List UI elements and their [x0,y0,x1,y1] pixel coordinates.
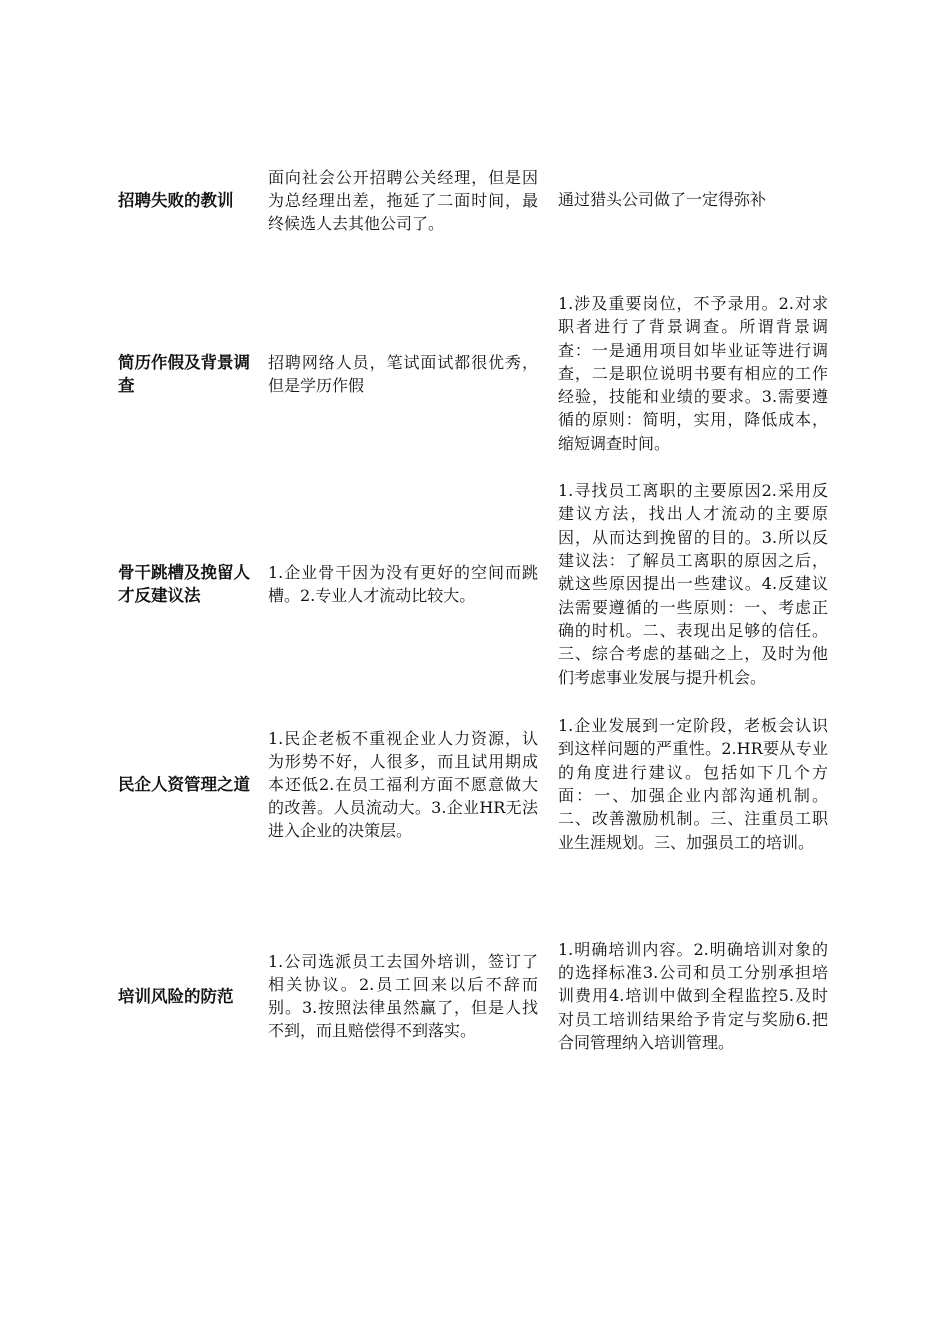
problem-cell [268,150,538,250]
solution-text: 1.寻找员工离职的主要原因2.采用反建议方法，找出人才流动的主要原因，从而达到挽留的目的。3.所以反建议法：了解员工离职的原因之后，就这些原因提出一些建议。4.反建议法需要遵循的一些原则：一、考虑正确的时机。二、表现出足够的信任。三、综合考虑的基础之上，及时为他们考虑事业发展与提升机会。 [558,481,828,687]
solution-cell [558,466,828,702]
problem-text: 招聘网络人员，笔试面试都很优秀，但是学历作假 [268,352,538,395]
row-title-cell [118,150,260,250]
solution-text: 1.企业发展到一定阶段，老板会认识到这样问题的严重性。2.HR要从专业的角度进行建议。包括如下几个方面：一、加强企业内部沟通机制。二、改善激励机制。三、注重员工职业生涯规划。三、加强员工的培训。 [558,716,828,852]
table-row [118,702,830,866]
problem-cell [268,281,538,466]
row-title-cell [118,925,260,1067]
table-row [118,466,830,702]
problem-text: 1.企业骨干因为没有更好的空间而跳槽。2.专业人才流动比较大。 [268,563,538,605]
problem-text: 1.民企老板不重视企业人力资源，认为形势不好，人很多，而且试用期成本还低2.在员工福利方面不愿意做大的改善。人员流动大。3.企业HR无法进入企业的决策层。 [268,728,538,840]
solution-text: 1.明确培训内容。2.明确培训对象的的选择标准3.公司和员工分别承担培训费用4.培训中做到全程监控5.及时对员工培训结果给予肯定与奖励6.把合同管理纳入培训管理。 [558,939,828,1052]
table-row [118,150,830,250]
row-title: 民企人资管理之道 [118,774,250,794]
solution-cell [558,925,828,1067]
table-row [118,925,830,1067]
solution-cell [558,150,828,250]
row-title: 培训风险的防范 [118,986,234,1006]
problem-cell [268,466,538,702]
row-title: 骨干跳槽及挽留人才反建议法 [118,563,250,605]
problem-cell [268,925,538,1067]
solution-text: 通过猎头公司做了一定得弥补 [558,190,767,210]
problem-cell [268,702,538,866]
row-title-cell [118,466,260,702]
row-title-cell [118,281,260,466]
table-row [118,281,830,466]
solution-text: 1.涉及重要岗位，不予录用。2.对求职者进行了背景调查。所谓背景调查：一是通用项目如毕业证等进行调查，二是职位说明书要有相应的工作经验，技能和业绩的要求。3.需要遵循的原则：简明，实用，降低成本，缩短调查时间。 [558,293,828,453]
row-title: 简历作假及背景调查 [118,352,250,395]
row-title: 招聘失败的教训 [118,190,234,210]
problem-text: 1.公司选派员工去国外培训，签订了相关协议。2.员工回来以后不辞而别。3.按照法律虽然赢了，但是人找不到，而且赔偿得不到落实。 [268,952,538,1040]
solution-cell [558,281,828,466]
problem-text: 面向社会公开招聘公关经理，但是因为总经理出差，拖延了二面时间，最终候选人去其他公司了。 [268,167,538,233]
solution-cell [558,702,828,866]
row-title-cell [118,702,260,866]
